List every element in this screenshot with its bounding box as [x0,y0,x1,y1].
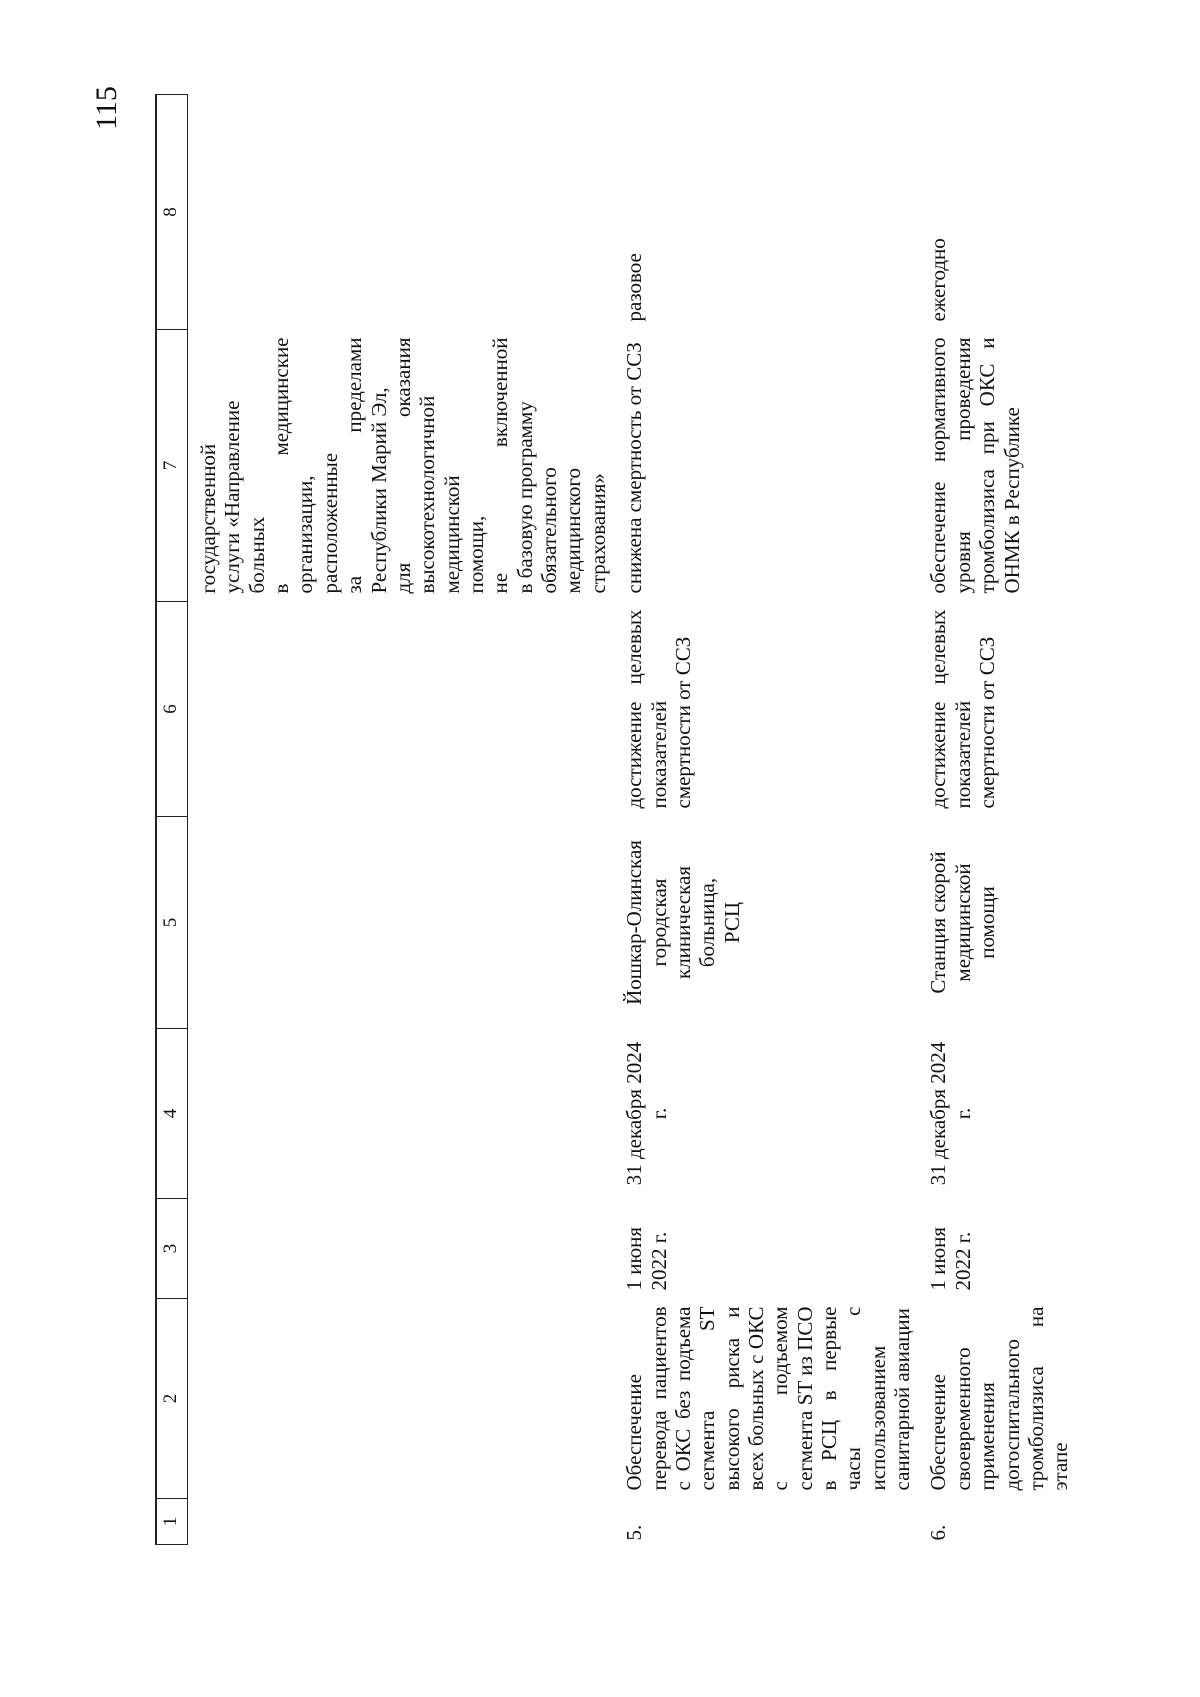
continuation-result-cell [188,330,611,602]
empty-cell [188,1029,611,1199]
empty-cell [188,1199,611,1299]
result-line: расположенные [317,452,342,594]
table-row [914,95,1106,1545]
goal-cell: достижение целевых показателей смертности от ССЗ [622,609,695,809]
result-line: не включенной [488,337,513,594]
responsible-cell [914,817,1106,1029]
result-line: организации, [293,475,318,594]
responsible-cell [610,817,914,1029]
responsible-line: медицинской [950,863,975,982]
page-number: 115 [90,86,123,130]
result-line: обязательного [537,467,562,594]
result-line: медицинского [561,467,586,594]
table-row [610,95,914,1545]
responsible-line: Станция скорой [926,851,951,994]
result-line: услуги «Направление [220,400,245,594]
column-header-5: 5 [156,817,188,1029]
result-line: в медицинские [269,337,294,594]
column-header-8: 8 [156,95,188,330]
result-line: в базовую программу [512,401,537,594]
result-line: медицинской [439,475,464,594]
column-header-1: 1 [156,1499,188,1545]
result-cell: снижена смертность от ССЗ [622,342,647,594]
result-line: помощи, [463,515,488,594]
frequency-cell: разовое [622,253,647,322]
column-header-6: 6 [156,602,188,817]
column-header-3: 3 [156,1199,188,1299]
responsible-line: помощи [975,886,1000,959]
plan-table [155,94,1106,1545]
frequency-cell: ежегодно [926,238,951,322]
end-date-cell: 31 декабря 2024 г. [622,1041,671,1186]
rotated-table-container [155,95,1105,1545]
row-number: 5. [622,1524,647,1541]
measure-cell: Обеспечение перевода пациентов с ОКС без подъема сегмента ST высокого риска и всех больных с ОКС с подъемом сегмента ST из ПСО в РСЦ в первые часы с использованием санитарной авиации [622,1306,915,1491]
responsible-line: городская [646,878,671,967]
empty-cell [188,817,611,1029]
empty-cell [188,95,611,330]
end-date-cell: 31 декабря 2024 г. [926,1041,975,1186]
empty-cell [188,1499,611,1545]
start-date-cell: 1 июня 2022 г. [622,1226,671,1291]
column-header-2: 2 [156,1299,188,1499]
result-line: за пределами [342,337,367,594]
row-number: 6. [926,1524,951,1541]
column-header-4: 4 [156,1029,188,1199]
empty-cell [188,1299,611,1499]
result-cell: обеспечение нормативного уровня проведения тромболизиса при ОКС и ОНМК в Республике [926,337,1024,594]
responsible-line: больница, [695,877,720,968]
result-line: Республики Марий Эл, [366,387,391,594]
continuation-row [188,95,611,1545]
result-line: страхования» [585,473,610,594]
goal-cell: достижение целевых показателей смертности от ССЗ [926,609,1000,809]
result-line: высокотехнологичной [415,395,440,594]
result-line: государственной [196,443,221,594]
result-line: для оказания [390,337,415,594]
column-header-7: 7 [156,330,188,602]
responsible-line: РСЦ [719,901,744,944]
start-date-cell: 1 июня 2022 г. [926,1226,975,1291]
empty-cell [188,602,611,817]
responsible-line: Йошкар-Олинская [622,840,647,1005]
measure-cell: Обеспечение своевременного применения догоспитального тромболизиса на этапе [926,1306,1073,1491]
responsible-line: клиническая [670,866,695,979]
result-line: больных [244,516,269,594]
header-row [156,95,188,1545]
